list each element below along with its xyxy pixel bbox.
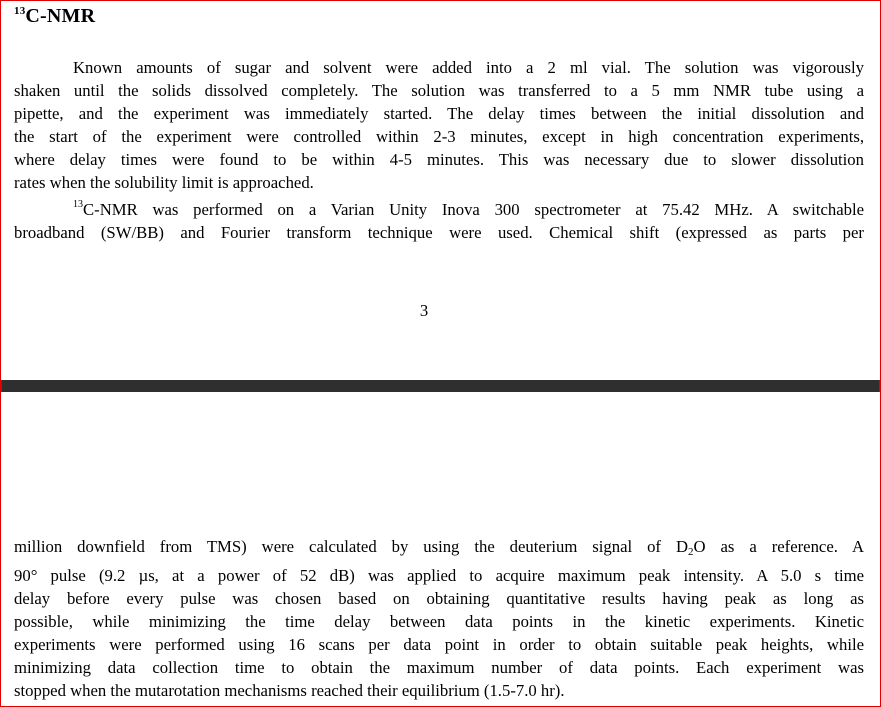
paragraph-line: stopped when the mutarotation mechanisms reached their equilibrium (1.5-7.0 hr). [14,681,565,700]
isotope-superscript: 13 [73,199,83,210]
paragraph-nmr-continued [14,535,864,702]
paragraph-line: experiments were performed using 16 scans per data point in order to obtain suitable peak heights, while [14,635,864,654]
page-separator [1,380,880,392]
paragraph-line: possible, while minimizing the time delay between data points in the kinetic experiments. Kinetic [14,612,864,631]
separator-edge-left [0,380,2,392]
paragraph-line: minimizing data collection time to obtain the maximum number of data points. Each experiment was [14,658,864,677]
paragraph-line: broadband (SW/BB) and Fourier transform technique were used. Chemical shift (expressed as parts per [14,223,864,242]
paragraph-line: pipette, and the experiment was immediately started. The delay times between the initial dissolution and [14,104,864,123]
paragraph-line: where delay times were found to be within 4-5 minutes. This was necessary due to slower dissolution [14,150,864,169]
page-number: 3 [419,301,429,320]
paragraph-line: Known amounts of sugar and solvent were added into a 2 ml vial. The solution was vigorously [73,58,864,77]
subscript: 2 [688,546,694,558]
section-heading [14,5,95,28]
paragraph-line-text: million downfield from TMS) were calculated by using the deuterium signal of D [14,537,688,556]
paragraph-line: 90° pulse (9.2 µs, at a power of 52 dB) was applied to acquire maximum peak intensity. A 5.0 s time [14,566,864,585]
heading-superscript: 13 [14,5,26,17]
paragraph-line-text: O as a reference. A [693,537,864,556]
paragraph-line: delay before every pulse was chosen based on obtaining quantitative results having peak as long as [14,589,864,608]
paragraph-line: rates when the solubility limit is approached. [14,173,314,192]
heading-text: C-NMR [25,5,96,27]
paragraph-nmr-intro [14,193,864,244]
paragraph-line-text: C-NMR was performed on a Varian Unity Inova 300 spectrometer at 75.42 MHz. A switchable [83,200,864,219]
paragraph-line [14,193,864,221]
paragraph-line: shaken until the solids dissolved completely. The solution was transferred to a 5 mm NMR tube using a [14,81,864,100]
paragraph-line [14,535,864,564]
paragraph-line: the start of the experiment were controlled within 2-3 minutes, except in high concentration experiments, [14,127,864,146]
paragraph-sample-prep [14,56,864,194]
